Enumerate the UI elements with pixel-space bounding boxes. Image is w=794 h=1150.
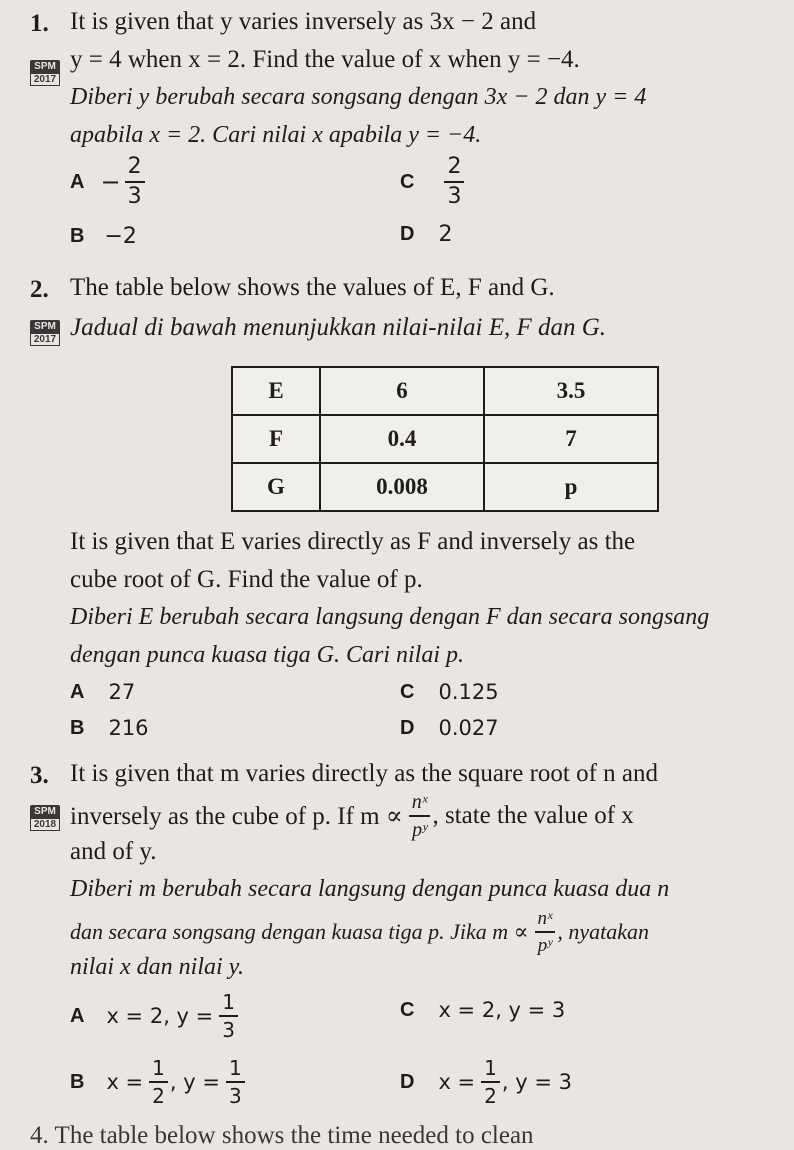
- option-value: 216: [108, 716, 149, 740]
- q2-intro-ms: Jadual di bawah menunjukkan nilai-nilai E, F dan G.: [70, 314, 607, 341]
- option-letter: C: [400, 998, 415, 1021]
- q3-text-ms-2b: , nyatakan: [557, 919, 650, 944]
- q1-text-en-1: It is given that y varies inversely as 3x − 2 and: [70, 8, 537, 35]
- option-letter: D: [400, 716, 415, 739]
- option-fraction: [481, 1058, 500, 1106]
- option-letter: A: [70, 1004, 85, 1027]
- fraction-denominator: 3: [222, 1018, 235, 1042]
- table-row: [232, 415, 658, 463]
- q1-option-b[interactable]: [70, 224, 137, 249]
- fraction-denominator: 2: [152, 1084, 165, 1108]
- fraction-numerator: 2: [125, 156, 145, 183]
- option-letter: C: [400, 170, 415, 193]
- q3-option-c[interactable]: [400, 998, 565, 1022]
- fraction-numerator: nˣ: [535, 909, 556, 933]
- q3-badge-label: SPM: [30, 805, 60, 818]
- proportion-fraction: [409, 792, 431, 840]
- table-cell: 6: [320, 367, 484, 415]
- q2-text-en-1: It is given that E varies directly as F and inversely as the: [70, 528, 636, 555]
- fraction-numerator: 1: [226, 1058, 245, 1083]
- option-letter: C: [400, 680, 415, 703]
- q1-text-ms-1: Diberi y berubah secara songsang dengan 3x − 2 dan y = 4: [70, 84, 647, 110]
- option-fraction: [219, 992, 238, 1040]
- q1-option-c[interactable]: [400, 152, 464, 212]
- option-fraction: [149, 1058, 168, 1106]
- q3-text-en-1: It is given that m varies directly as the square root of n and: [70, 760, 659, 787]
- table-row: [232, 367, 658, 415]
- q3-spm-badge: [30, 805, 60, 831]
- q2-badge-year: 2017: [30, 333, 60, 346]
- option-letter: B: [70, 716, 85, 739]
- q2-spm-badge: [30, 320, 60, 346]
- option-letter: D: [400, 1070, 415, 1093]
- q2-option-c[interactable]: [400, 680, 499, 704]
- q2-text-ms-2: dengan punca kuasa tiga G. Cari nilai p.: [70, 642, 464, 668]
- option-value: 27: [108, 680, 136, 704]
- option-value: 2: [438, 222, 453, 247]
- option-value: 0.027: [438, 716, 499, 740]
- fraction-denominator: 3: [127, 184, 142, 209]
- option-fraction: [226, 1058, 245, 1106]
- q2-text-ms-1: Diberi E berubah secara langsung dengan F dan secara songsang: [70, 604, 710, 630]
- q3-text-en-2: [70, 790, 634, 842]
- option-text: , y =: [169, 1070, 220, 1094]
- q3-text-en-3: and of y.: [70, 838, 157, 865]
- option-letter: D: [400, 223, 415, 245]
- q1-option-a[interactable]: [70, 152, 145, 212]
- q2-number: 2.: [30, 276, 49, 303]
- table-cell: 3.5: [484, 367, 658, 415]
- values-table: [231, 366, 659, 512]
- q3-text-ms-2: [70, 906, 649, 958]
- fraction-denominator: 2: [484, 1084, 497, 1108]
- q1-number: 1.: [30, 10, 49, 37]
- q3-text-ms-1: Diberi m berubah secara langsung dengan punca kuasa dua n: [70, 876, 670, 902]
- q3-text-en-2b: , state the value of x: [432, 802, 634, 829]
- q2-text-en-2: cube root of G. Find the value of p.: [70, 566, 423, 593]
- option-text: x =: [106, 1070, 144, 1094]
- option-letter: A: [70, 680, 85, 703]
- table-cell: 0.008: [320, 463, 484, 511]
- option-text: , y = 3: [501, 1070, 572, 1094]
- table-cell: 7: [484, 415, 658, 463]
- fraction-denominator: 3: [228, 1084, 242, 1108]
- q3-number: 3.: [30, 762, 49, 789]
- q3-text-en-2a: inversely as the cube of p. If m ∝: [70, 803, 403, 830]
- table-cell: E: [232, 367, 320, 415]
- fraction-denominator: pʸ: [537, 935, 553, 956]
- proportion-fraction: [535, 909, 556, 955]
- q3-option-a[interactable]: [70, 986, 238, 1046]
- fraction-numerator: 1: [149, 1058, 168, 1083]
- q3-option-b[interactable]: [70, 1052, 245, 1112]
- q3-badge-year: 2018: [30, 818, 60, 831]
- fraction-numerator: 1: [219, 992, 238, 1017]
- option-letter: B: [70, 1070, 85, 1093]
- option-fraction: [125, 156, 145, 208]
- q1-spm-badge: [30, 60, 60, 86]
- q1-badge-label: SPM: [30, 60, 60, 73]
- fraction-numerator: nˣ: [409, 792, 431, 817]
- q3-option-d[interactable]: [400, 1052, 572, 1112]
- q2-option-b[interactable]: [70, 716, 149, 740]
- q2-intro-en: The table below shows the values of E, F and G.: [70, 274, 555, 301]
- option-value: x = 2, y = 3: [438, 998, 566, 1022]
- q1-badge-year: 2017: [30, 73, 60, 86]
- q1-text-en-2: y = 4 when x = 2. Find the value of x when y = −4.: [70, 46, 580, 73]
- next-question-partial: 4. The table below shows the time needed to clean: [30, 1122, 534, 1149]
- option-text: x = 2, y =: [106, 1004, 214, 1028]
- q1-option-d[interactable]: [400, 222, 452, 247]
- table-row: [232, 463, 658, 511]
- fraction-numerator: 2: [444, 156, 464, 183]
- fraction-denominator: 3: [447, 184, 462, 209]
- option-sign: −: [100, 168, 121, 196]
- q1-text-ms-2: apabila x = 2. Cari nilai x apabila y = −4.: [70, 122, 482, 148]
- option-letter: A: [70, 170, 85, 193]
- option-value: 0.125: [438, 680, 499, 704]
- option-text: x =: [438, 1070, 476, 1094]
- option-fraction: [444, 156, 464, 208]
- q2-badge-label: SPM: [30, 320, 60, 333]
- option-value: −2: [104, 224, 137, 249]
- option-letter: B: [70, 225, 85, 247]
- q2-option-a[interactable]: [70, 680, 135, 704]
- q2-option-d[interactable]: [400, 716, 499, 740]
- table-cell: p: [484, 463, 658, 511]
- q3-text-ms-3: nilai x dan nilai y.: [70, 954, 244, 980]
- table-cell: G: [232, 463, 320, 511]
- table-cell: F: [232, 415, 320, 463]
- fraction-denominator: pʸ: [412, 819, 428, 841]
- table-cell: 0.4: [320, 415, 484, 463]
- fraction-numerator: 1: [481, 1058, 500, 1083]
- q3-text-ms-2a: dan secara songsang dengan kuasa tiga p. Jika m ∝: [70, 919, 529, 944]
